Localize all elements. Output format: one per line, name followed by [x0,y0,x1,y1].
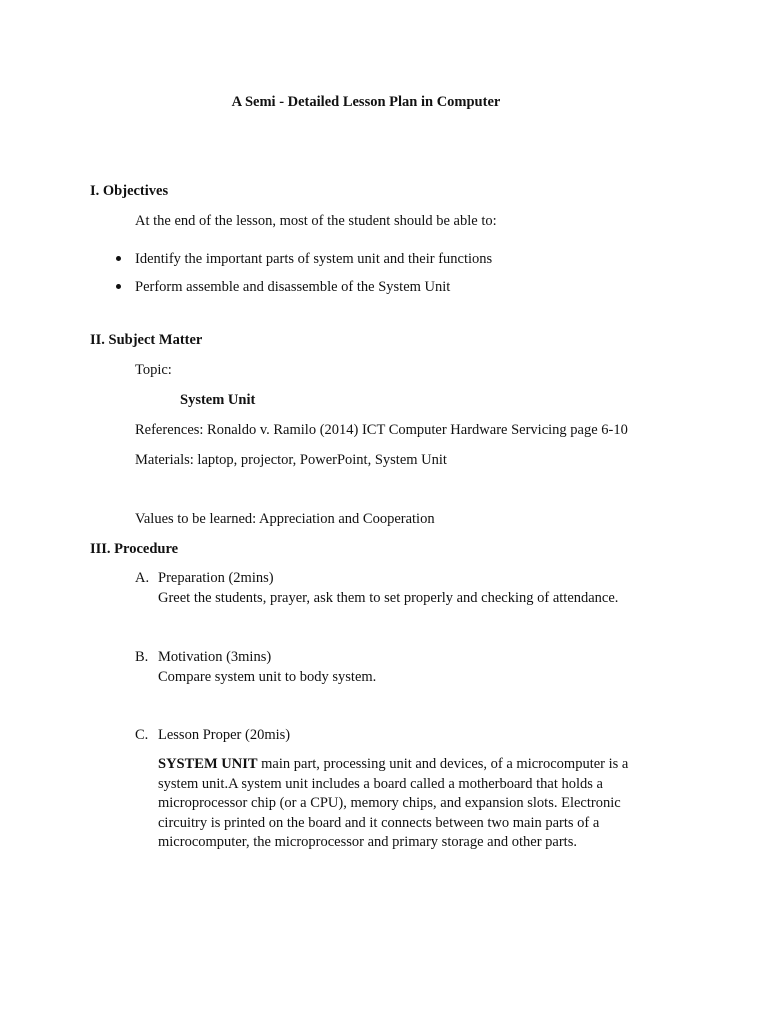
system-unit-definition: main part, processing unit and devices, of a microcomputer is a system unit.A system unit includes a board called a motherboard that holds a microprocessor chip (or a CPU), memory chips, and expansion slots. Electronic circuitry is printed on the board and it connects between two main parts of a microcomputer, the microprocessor and primary storage and other parts. [158,756,629,851]
materials-line: Materials: laptop, projector, PowerPoint, System Unit [135,452,447,468]
objectives-intro: At the end of the lesson, most of the student should be able to: [135,213,497,229]
objective-item: Identify the important parts of system unit and their functions [135,251,493,267]
values-line: Values to be learned: Appreciation and Cooperation [135,511,435,527]
bullet-dot-icon [116,256,121,261]
procedure-item-detail: Greet the students, prayer, ask them to set properly and checking of attendance. [158,590,619,606]
document-title: A Semi - Detailed Lesson Plan in Computer [231,94,501,110]
procedure-item-letter: A. [135,570,150,586]
objective-item: Perform assemble and disassemble of the System Unit [135,279,451,295]
procedure-item-title: Preparation (2mins) [158,570,274,586]
references-line: References: Ronaldo v. Ramilo (2014) ICT Computer Hardware Servicing page 6-10 [135,422,628,438]
topic-label: Topic: [135,362,172,378]
lesson-proper-paragraph [158,755,638,853]
subject-matter-heading: II. Subject Matter [90,332,203,348]
procedure-item-title: Lesson Proper (20mis) [158,727,291,743]
procedure-item-letter: B. [135,649,149,665]
procedure-heading: III. Procedure [90,541,179,557]
objectives-heading: I. Objectives [90,183,169,199]
procedure-item-title: Motivation (3mins) [158,649,272,665]
system-unit-term: SYSTEM UNIT [158,756,258,772]
bullet-dot-icon [116,284,121,289]
procedure-item-detail: Compare system unit to body system. [158,669,377,685]
procedure-item-letter: C. [135,727,149,743]
topic-value: System Unit [180,392,256,408]
